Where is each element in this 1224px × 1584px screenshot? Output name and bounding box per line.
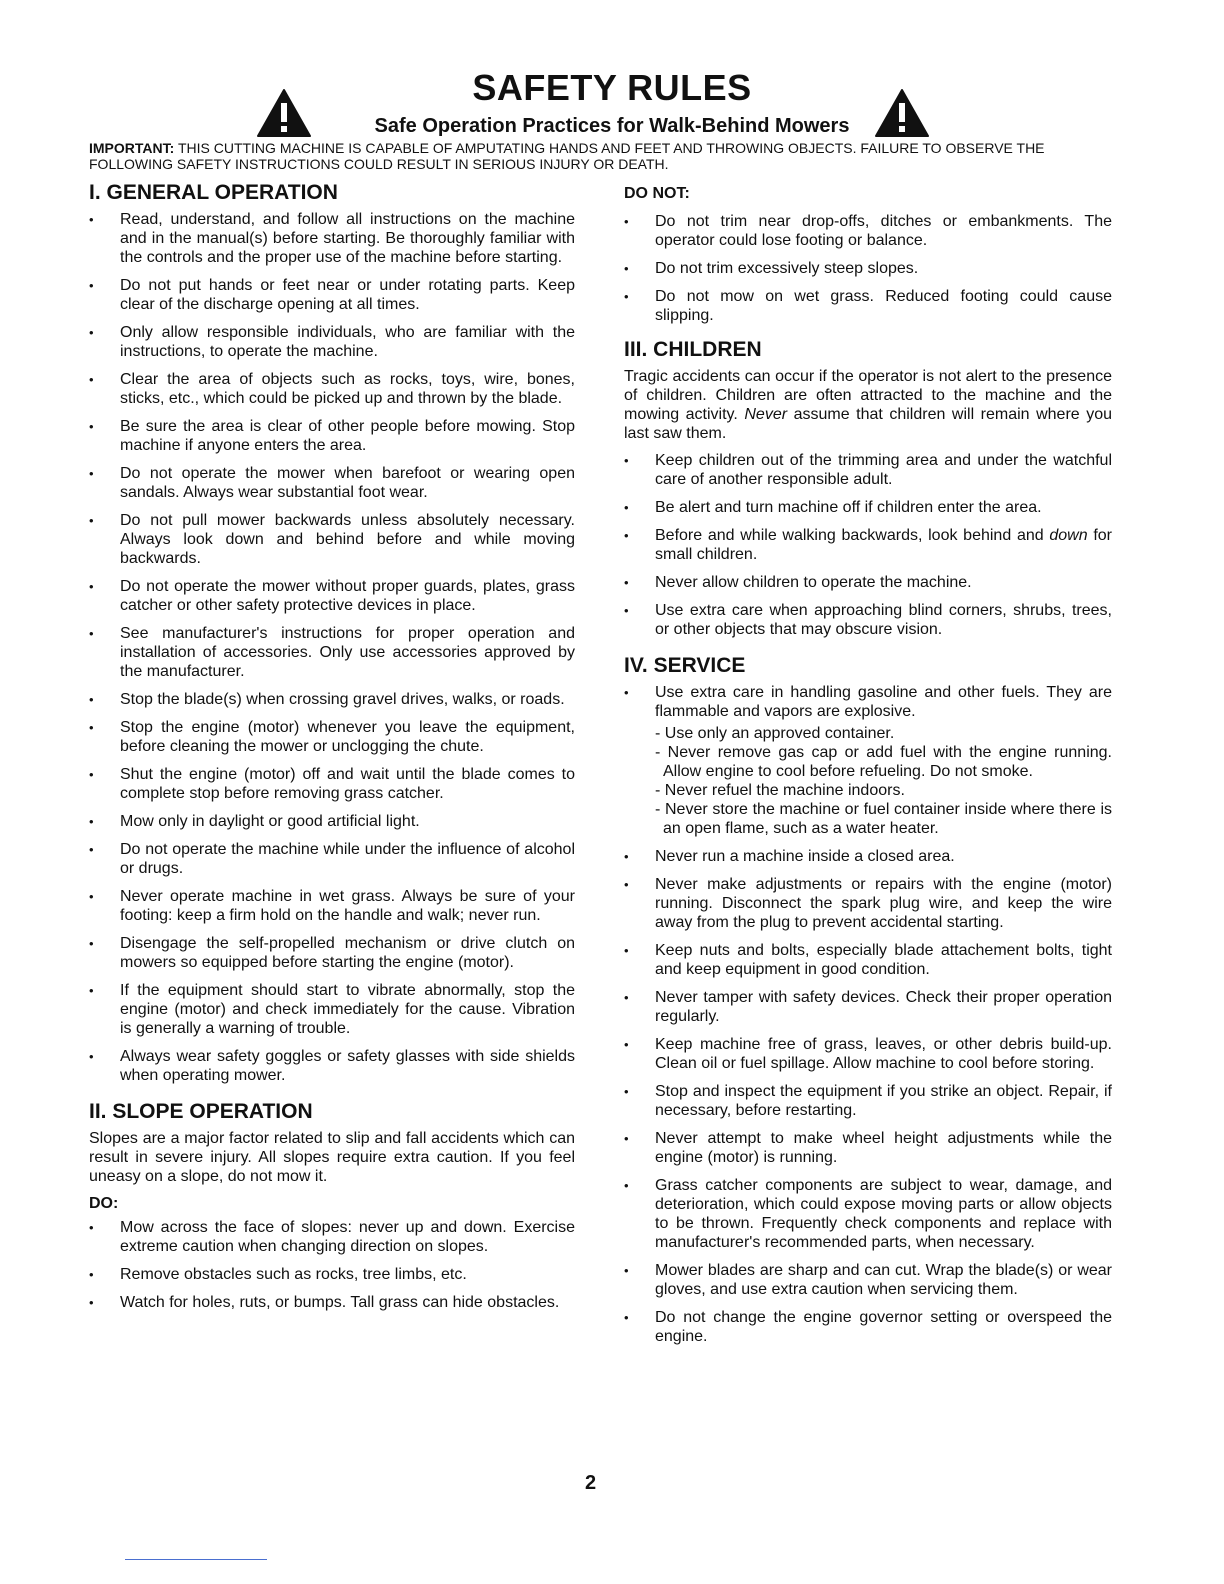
section-heading-service: IV. SERVICE [624, 654, 746, 677]
list-item: • Do not put hands or feet near or under rotating parts. Keep clear of the discharge opening at all times. [89, 276, 575, 314]
list-item: • Grass catcher components are subject to wear, damage, and deterioration, which could expose moving parts or allow objects to be thrown. Frequently check components and replace with manufacturer's recommended parts, when necessary. [624, 1176, 1112, 1252]
list-item: • If the equipment should start to vibrate abnormally, stop the engine (motor) and check immediately for the cause. Vibration is generally a warning of trouble. [89, 981, 575, 1038]
list-item: • Never operate machine in wet grass. Always be sure of your footing: keep a firm hold on the handle and walk; never run. [89, 887, 575, 925]
list-item: • Do not operate the machine while under the influence of alcohol or drugs. [89, 840, 575, 878]
section-heading-general: I. GENERAL OPERATION [89, 181, 338, 204]
list-item: • Keep children out of the trimming area and under the watchful care of another responsible adult. [624, 451, 1112, 489]
important-text: THIS CUTTING MACHINE IS CAPABLE OF AMPUTATING HANDS AND FEET AND THROWING OBJECTS. FAILURE TO OBSERVE THE FOLLOWING SAFETY INSTRUCTIONS COULD RESULT IN SERIOUS INJURY OR DEATH. [89, 140, 1045, 172]
list-item: • Do not operate the mower without proper guards, plates, grass catcher or other safety protective devices in place. [89, 577, 575, 615]
list-item: • Use extra care when approaching blind corners, shrubs, trees, or other objects that may obscure vision. [624, 601, 1112, 639]
list-item: • Always wear safety goggles or safety glasses with side shields when operating mower. [89, 1047, 575, 1085]
list-item: • Do not trim excessively steep slopes. [624, 259, 1112, 278]
slope-donot-list [624, 212, 1112, 325]
list-item: • Watch for holes, ruts, or bumps. Tall grass can hide obstacles. [89, 1293, 575, 1312]
list-item: • Clear the area of objects such as rocks, toys, wire, bones, sticks, etc., which could be picked up and thrown by the blade. [89, 370, 575, 408]
service-list [624, 683, 1112, 1346]
sub-item: - Use only an approved container. [655, 725, 895, 742]
list-item: • Never run a machine inside a closed area. [624, 847, 1112, 866]
list-item: • Shut the engine (motor) off and wait until the blade comes to complete stop before removing grass catcher. [89, 765, 575, 803]
list-item: • Keep machine free of grass, leaves, or other debris build-up. Clean oil or fuel spillage. Allow machine to cool before storing. [624, 1035, 1112, 1073]
emphasis-down: down [1049, 527, 1088, 544]
do-label: DO: [89, 1195, 119, 1212]
emphasis-never: Never [744, 406, 788, 423]
section-heading-slope: II. SLOPE OPERATION [89, 1100, 313, 1123]
list-item: • Do not trim near drop-offs, ditches or embankments. The operator could lose footing or balance. [624, 212, 1112, 250]
list-item: • Read, understand, and follow all instructions on the machine and in the manual(s) before starting. Be thoroughly familiar with the controls and the proper use of the machine before starting. [89, 210, 575, 267]
list-item: • Never attempt to make wheel height adjustments while the engine (motor) is running. [624, 1129, 1112, 1167]
list-item: • Do not mow on wet grass. Reduced footing could cause slipping. [624, 287, 1112, 325]
list-item: • Disengage the self-propelled mechanism or drive clutch on mowers so equipped before starting the engine (motor). [89, 934, 575, 972]
left-column [89, 180, 575, 1321]
children-list [624, 451, 1112, 639]
page-subtitle: Safe Operation Practices for Walk-Behind Mowers [374, 115, 850, 137]
footer-rule [125, 1559, 267, 1560]
fuel-subitems [655, 724, 1112, 838]
sub-item: - Never store the machine or fuel container inside where there is an open flame, such as a water heater. [655, 801, 1112, 837]
list-item: • Be sure the area is clear of other people before mowing. Stop machine if anyone enters the area. [89, 417, 575, 455]
do-not-label: DO NOT: [624, 185, 690, 202]
list-item: • Do not pull mower backwards unless absolutely necessary. Always look down and behind before and while moving backwards. [89, 511, 575, 568]
slope-do-list [89, 1218, 575, 1312]
list-item: • Stop the engine (motor) whenever you leave the equipment, before cleaning the mower or unclogging the chute. [89, 718, 575, 756]
slope-intro: Slopes are a major factor related to slip and fall accidents which can result in severe injury. All slopes require extra caution. If you feel uneasy on a slope, do not mow it. [89, 1130, 575, 1185]
list-item: • Only allow responsible individuals, who are familiar with the instructions, to operate the machine. [89, 323, 575, 361]
list-item: • Remove obstacles such as rocks, tree limbs, etc. [89, 1265, 575, 1284]
list-item: • See manufacturer's instructions for proper operation and installation of accessories. Only use accessories approved by the manufacturer. [89, 624, 575, 681]
important-notice [89, 140, 1089, 172]
list-item: • Use extra care in handling gasoline and other fuels. They are flammable and vapors are explosive. - Use only an approved container. - Never remove gas cap or add fuel with the engine running. Allow engine to cool before refueling. Do not smoke. - Never refuel the machine indoors. - Never store the machine or fuel container inside where there is an open flame, such as a water heater. [624, 683, 1112, 838]
list-item: • Never tamper with safety devices. Check their proper operation regularly. [624, 988, 1112, 1026]
important-label: IMPORTANT: [89, 140, 175, 156]
list-item: • Mow only in daylight or good artificial light. [89, 812, 575, 831]
page-number: 2 [585, 1472, 597, 1494]
right-column [624, 180, 1112, 1355]
section-heading-children: III. CHILDREN [624, 338, 762, 361]
page-title: SAFETY RULES [472, 67, 752, 108]
list-item: • Keep nuts and bolts, especially blade attachement bolts, tight and keep equipment in good condition. [624, 941, 1112, 979]
list-item: • Be alert and turn machine off if children enter the area. [624, 498, 1112, 517]
list-item: • Never make adjustments or repairs with the engine (motor) running. Disconnect the spark plug wire, and keep the wire away from the plug to prevent accidental starting. [624, 875, 1112, 932]
children-intro: Tragic accidents can occur if the operator is not alert to the presence of children. Children are often attracted to the machine and the mowing activity. Never assume that children will remain where you last saw them. [624, 368, 1112, 442]
sub-item: - Never remove gas cap or add fuel with the engine running. Allow engine to cool before refueling. Do not smoke. [655, 744, 1112, 780]
list-item: • Stop the blade(s) when crossing gravel drives, walks, or roads. [89, 690, 575, 709]
list-item: • Before and while walking backwards, look behind and down for small children. [624, 526, 1112, 564]
list-item: • Mow across the face of slopes: never up and down. Exercise extreme caution when changing direction on slopes. [89, 1218, 575, 1256]
list-item: • Stop and inspect the equipment if you strike an object. Repair, if necessary, before restarting. [624, 1082, 1112, 1120]
sub-item: - Never refuel the machine indoors. [655, 782, 905, 799]
general-list [89, 210, 575, 1085]
list-item: • Do not operate the mower when barefoot or wearing open sandals. Always wear substantial foot wear. [89, 464, 575, 502]
list-item: • Do not change the engine governor setting or overspeed the engine. [624, 1308, 1112, 1346]
list-item: • Never allow children to operate the machine. [624, 573, 1112, 592]
list-item: • Mower blades are sharp and can cut. Wrap the blade(s) or wear gloves, and use extra caution when servicing them. [624, 1261, 1112, 1299]
